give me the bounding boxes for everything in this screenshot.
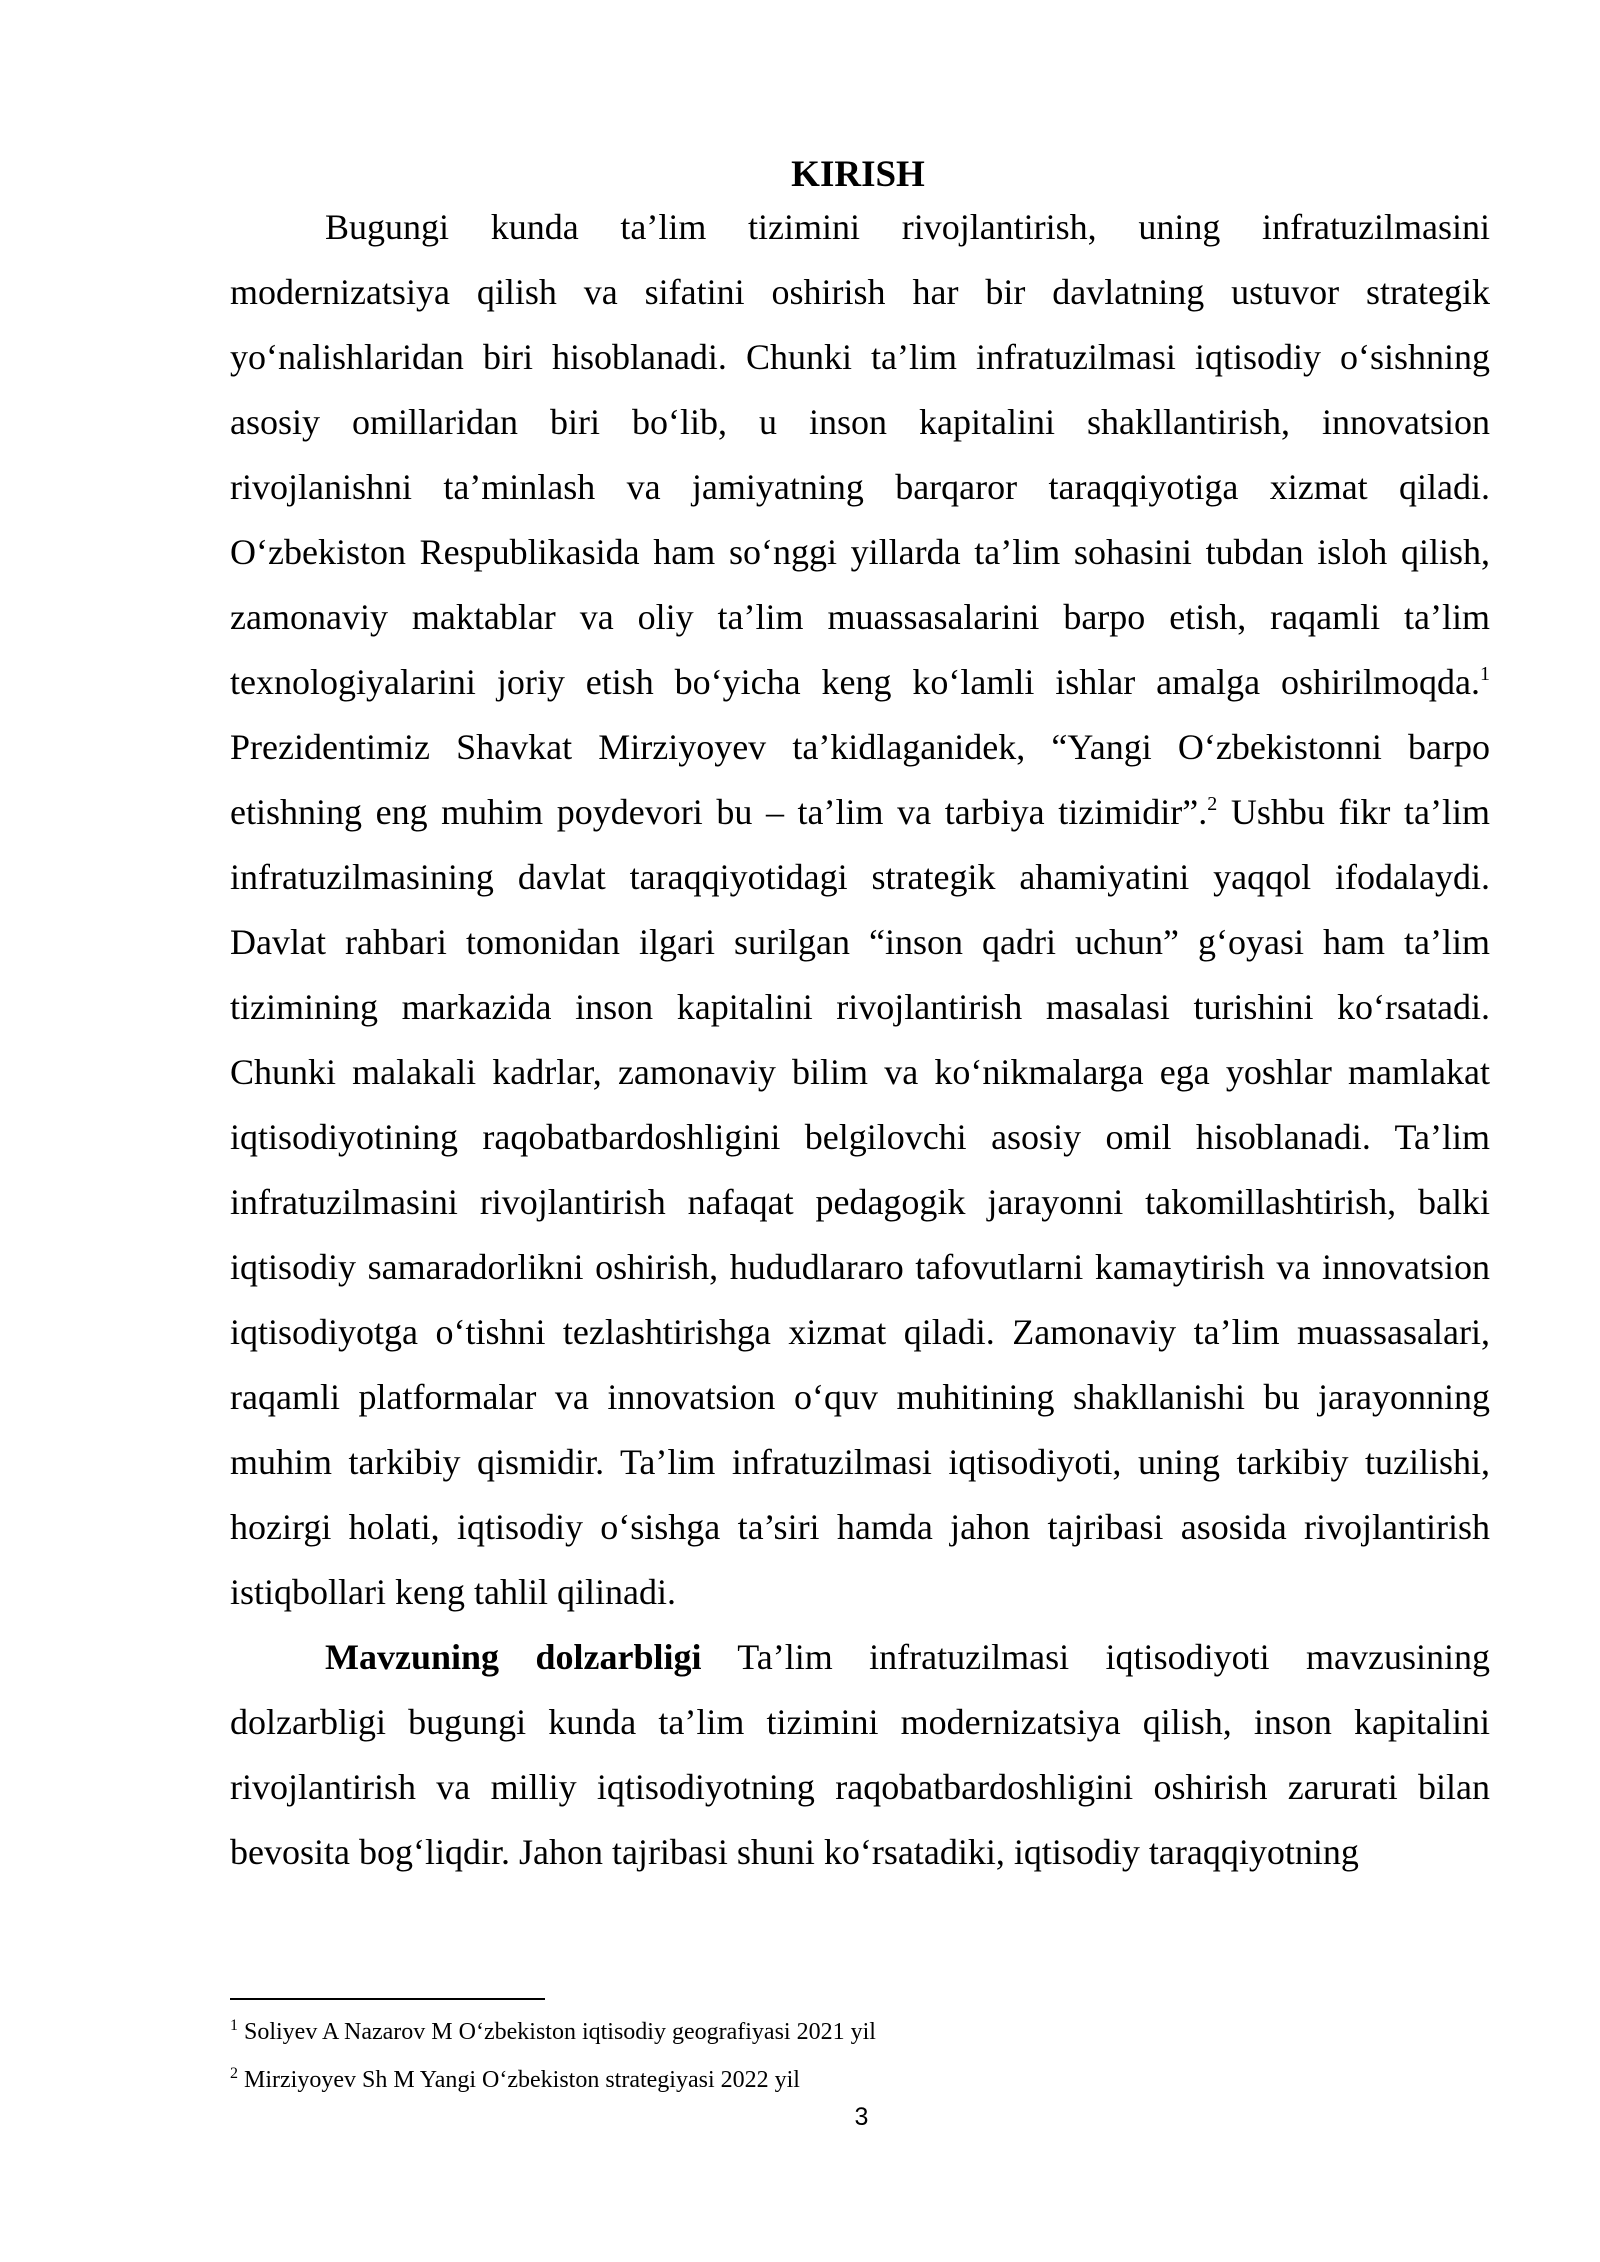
footnote-ref-1[interactable]: 1: [1480, 663, 1490, 685]
footnote-separator: [230, 1998, 545, 2000]
intro-paragraph: [230, 195, 1490, 1625]
footnote-2: [230, 2056, 1490, 2104]
footnote-ref-2[interactable]: 2: [1207, 793, 1218, 815]
relevance-lead: Mavzuning dolzarbligi: [325, 1637, 702, 1677]
relevance-paragraph: [230, 1625, 1490, 1885]
footnote-number: 1: [230, 2017, 238, 2034]
paragraph-text: Prezidentimiz Shavkat Mirziyoyev ta’kidlaganidek, “Yangi O‘zbekistonni barpo etishning eng muhim poydevori bu – ta’lim va tarbiya tizimidir”.: [230, 727, 1490, 832]
paragraph-text: Ushbu fikr ta’lim infratuzilmasining davlat taraqqiyotidagi strategik ahamiyatini yaqqol ifodalaydi. Davlat rahbari tomonidan ilgari surilgan “inson qadri uchun” g‘oyasi ham ta’lim tizimining markazida inson kapitalini rivojlantirish masalasi turishini ko‘rsatadi. Chunki malakali kadrlar, zamonaviy bilim va ko‘nikmalarga ega yoshlar mamlakat iqtisodiyotining raqobatbardoshligini belgilovchi asosiy omil hisoblanadi. Ta’lim infratuzilmasini rivojlantirish nafaqat pedagogik jarayonni takomillashtirish, balki iqtisodiy samaradorlikni oshirish, hududlararo tafovutlarni kamaytirish va innovatsion iqtisodiyotga o‘tishni tezlashtirishga xizmat qiladi. Zamonaviy ta’lim muassasalari, raqamli platformalar va innovatsion o‘quv muhitining shakllanishi bu jarayonning muhim tarkibiy qismidir. Ta’lim infratuzilmasi iqtisodiyoti, uning tarkibiy tuzilishi, hozirgi holati, iqtisodiy o‘sishga ta’siri hamda jahon tajribasi asosida rivojlantirish istiqbollari keng tahlil qilinadi.: [230, 792, 1490, 1612]
footnote-number: 2: [230, 2065, 238, 2082]
paragraph-text: Ta’lim infratuzilmasi iqtisodiyoti mavzusining dolzarbligi bugungi kunda ta’lim tizimini modernizatsiya qilish, inson kapitalini rivojlantirish va milliy iqtisodiyotning raqobatbardoshligini oshirish zarurati bilan bevosita bog‘liqdir. Jahon tajribasi shuni ko‘rsatadiki, iqtisodiy taraqqiyotning: [230, 1637, 1490, 1872]
footnote-text: Mirziyoyev Sh M Yangi O‘zbekiston strategiyasi 2022 yil: [244, 2067, 800, 2093]
footnotes: [230, 2008, 1490, 2104]
page-number: 3: [854, 2103, 869, 2131]
footnote-text: Soliyev A Nazarov M O‘zbekiston iqtisodiy geografiyasi 2021 yil: [244, 2019, 876, 2045]
body-text: [230, 195, 1490, 1885]
footnote-1: [230, 2008, 1490, 2056]
section-heading: KIRISH: [791, 154, 925, 195]
paragraph-text: Bugungi kunda ta’lim tizimini rivojlantirish, uning infratuzilmasini modernizatsiya qilish va sifatini oshirish har bir davlatning ustuvor strategik yo‘nalishlaridan biri hisoblanadi. Chunki ta’lim infratuzilmasi iqtisodiy o‘sishning asosiy omillaridan biri bo‘lib, u inson kapitalini shakllantirish, innovatsion rivojlanishni ta’minlash va jamiyatning barqaror taraqqiyotiga xizmat qiladi. O‘zbekiston Respublikasida ham so‘nggi yillarda ta’lim sohasini tubdan isloh qilish, zamonaviy maktablar va oliy ta’lim muassasalarini barpo etish, raqamli ta’lim texnologiyalarini joriy etish bo‘yicha keng ko‘lamli ishlar amalga oshirilmoqda.: [230, 207, 1490, 702]
